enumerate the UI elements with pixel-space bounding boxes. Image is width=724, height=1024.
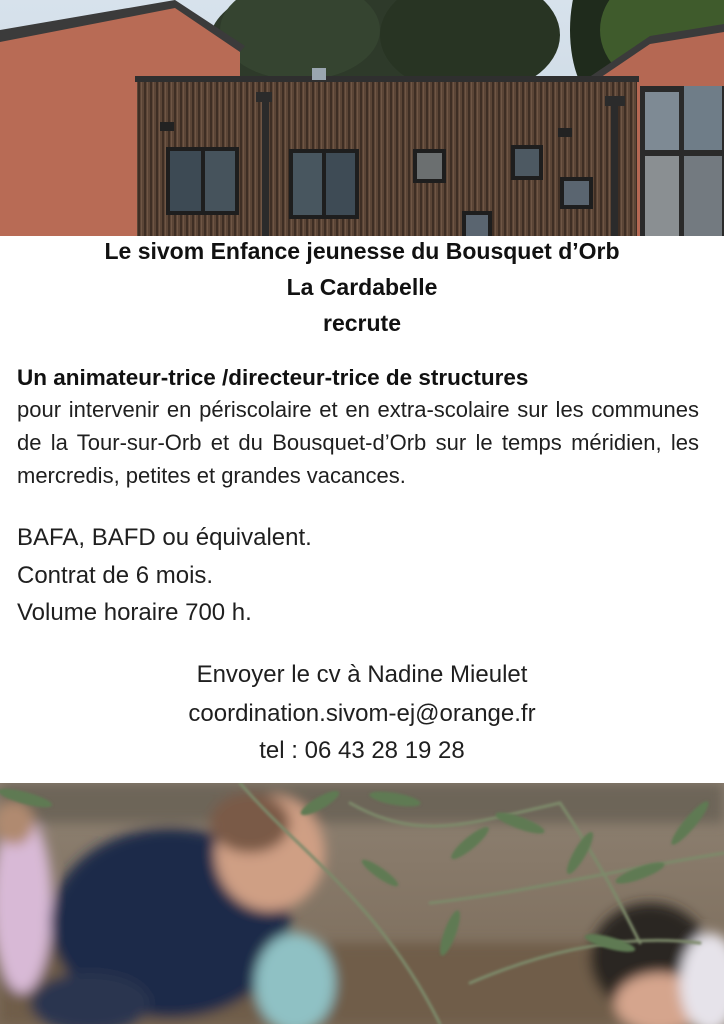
job-title: Un animateur-trice /directeur-trice de structures [17,365,529,390]
job-description: pour intervenir en périscolaire et en extra-scolaire sur les communes de la Tour-sur-Orb et du Bousquet-d’Orb sur le temps méridien, les mercredis, petites et grandes vacances. [17,397,699,488]
contact-email: coordination.sivom-ej@orange.fr [188,700,536,727]
requirement-qualification: BAFA, BAFD ou équivalent. [17,524,312,551]
building-photo [0,0,724,236]
requirement-contract: Contrat de 6 mois. [17,562,214,589]
contact-phone: tel : 06 43 28 19 28 [259,737,465,764]
children-photo [0,783,724,1024]
contact-send-cv: Envoyer le cv à Nadine Mieulet [196,661,528,688]
job-section [17,362,699,492]
header-line-cardabelle: La Cardabelle [286,274,438,300]
requirement-hours: Volume horaire 700 h. [17,599,252,626]
header-line-organization: Le sivom Enfance jeunesse du Bousquet d’Orb [104,238,620,264]
header-line-recruits: recrute [323,310,401,336]
